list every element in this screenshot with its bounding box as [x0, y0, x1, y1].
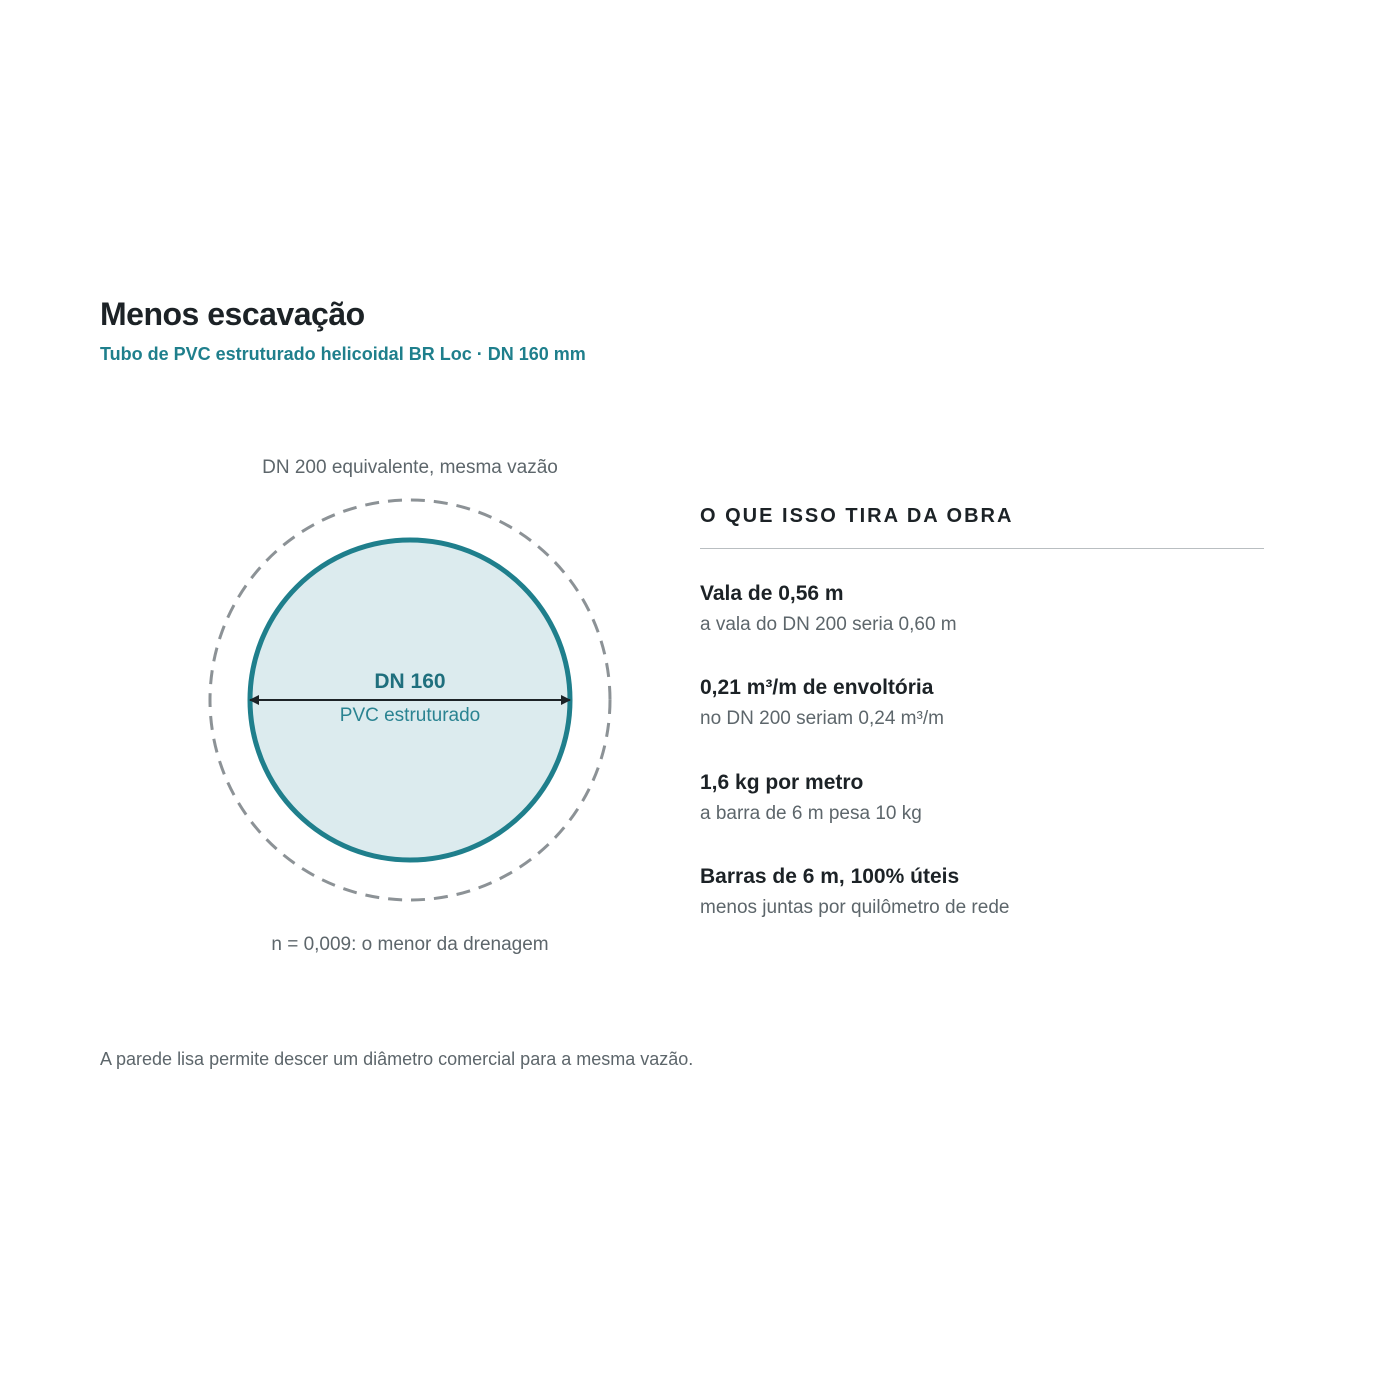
outer-circle-label: DN 200 equivalente, mesma vazão — [262, 457, 558, 478]
benefit-detail: a vala do DN 200 seria 0,60 m — [700, 614, 957, 635]
benefit-detail: menos juntas por quilômetro de rede — [700, 897, 1010, 918]
benefit-title: Barras de 6 m, 100% úteis — [700, 865, 960, 888]
benefit-item-weight — [700, 769, 1264, 826]
benefits-heading: O QUE ISSO TIRA DA OBRA — [700, 500, 1264, 549]
roughness-label: n = 0,009: o menor da drenagem — [271, 934, 549, 955]
benefit-item-trench — [700, 580, 1264, 637]
footnote: A parede lisa permite descer um diâmetro comercial para a mesma vazão. — [100, 1049, 694, 1069]
benefit-detail: a barra de 6 m pesa 10 kg — [700, 803, 922, 824]
benefit-item-bars — [700, 863, 1264, 920]
benefit-detail: no DN 200 seriam 0,24 m³/m — [700, 708, 944, 729]
page-title: Menos escavação — [100, 296, 365, 332]
benefit-title: Vala de 0,56 m — [700, 582, 844, 605]
benefits-panel — [700, 500, 1264, 918]
benefit-title: 0,21 m³/m de envoltória — [700, 676, 934, 699]
page-subtitle: Tubo de PVC estruturado helicoidal BR Loc · DN 160 mm — [100, 344, 586, 364]
inner-circle-label: DN 160 — [374, 670, 446, 693]
inner-circle-sublabel: PVC estruturado — [339, 705, 481, 726]
pipe-comparison-diagram — [190, 450, 630, 970]
benefit-item-envelope — [700, 674, 1264, 731]
benefit-title: 1,6 kg por metro — [700, 771, 864, 794]
